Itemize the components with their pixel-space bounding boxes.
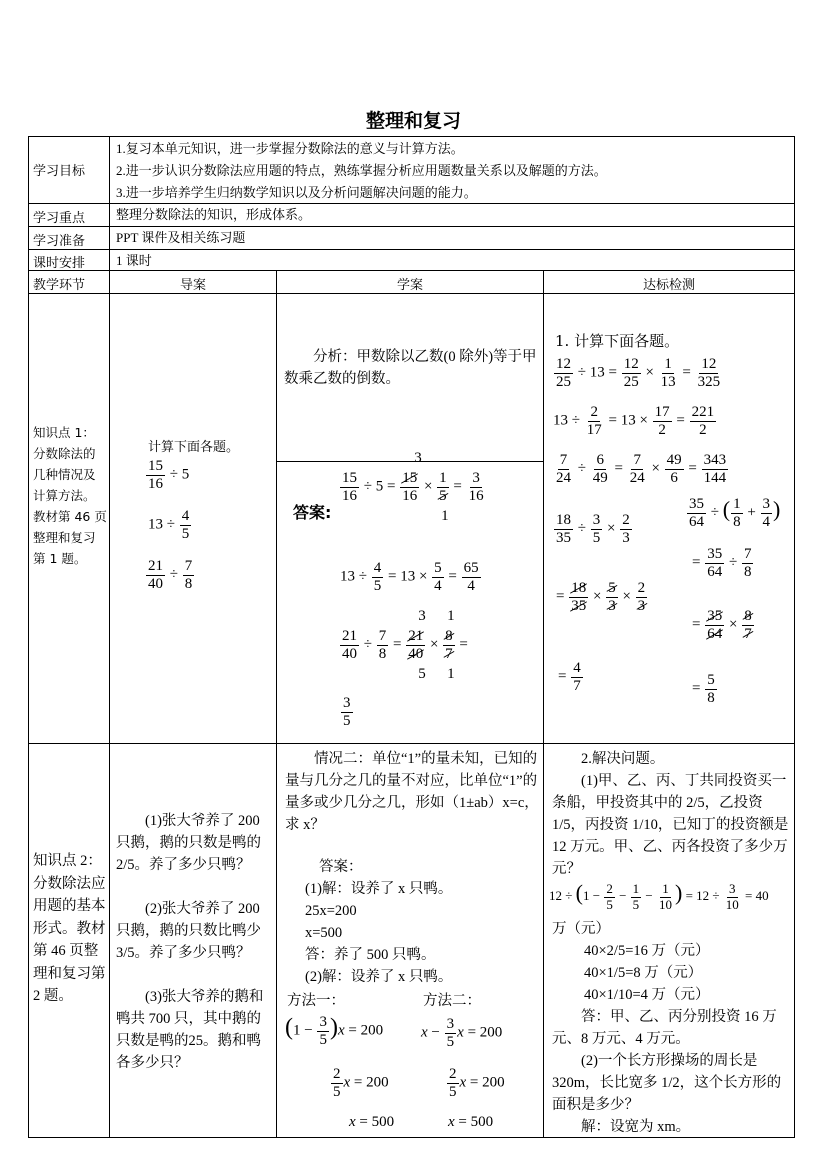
answer-3-result: $\frac{3}{5}$: [343, 695, 351, 729]
study-step-2: 25x=200: [305, 903, 357, 919]
guide-q2: (2)张大爷养了 200 只鹅，鹅的只数比鸭少 3/5。养了多少只鸭？: [116, 901, 261, 961]
study-step-5: (2)解：设养了 x 只鸭。: [305, 969, 453, 985]
section2-label: 知识点 2：分数除法应用题的基本形式。教材第 46 页整理和复习第 2 题。: [33, 853, 106, 1004]
answer-1: $\frac{15}{16}$ ÷ 5 = 3 15 16 × 1 5 1 = $\frac{3}{16}$: [342, 450, 484, 524]
col-header-guide: 导案: [179, 278, 206, 293]
goal-2: 2.进一步认识分数除法应用题的特点，熟练掌握分析应用题数量关系以及解题的方法。: [116, 163, 607, 178]
check2-steps: [552, 940, 792, 1006]
check-2: 13 ÷ $\frac{2}{17}$ = 13 × $\frac{17}{2}$ = $\frac{221}{2}$: [553, 404, 715, 438]
check-5-step2: = $\frac{35}{64}$ × $\frac{8}{7}$: [692, 608, 752, 642]
check2-q2: (2)一个长方形操场的周长是 320m，长比宽多 1/2，这个长方形的面积是多少？: [552, 1053, 782, 1113]
answer-label: 答案:: [293, 503, 332, 522]
check2-step-1: 40×2/5=16 万（元）: [584, 943, 710, 959]
section2-label-cell: [28, 743, 110, 1138]
study-step-3: x=500: [305, 925, 343, 941]
section1-check-title: 1. 计算下面各题。: [555, 332, 680, 350]
guide-q3: (3)张大爷养的鹅和鸭共 700 只，其中鹅的只数是鸭的25。鹅和鸭各多少只？: [116, 989, 264, 1071]
guide-problem-3: $\frac{21}{40}$ ÷ $\frac{7}{8}$: [148, 558, 193, 592]
method-1-eq3: x = 500: [349, 1114, 395, 1130]
prep-text: PPT 课件及相关练习题: [116, 230, 246, 245]
method-2-eq1: x − $\frac{3}{5}$ x = 200: [421, 1016, 503, 1050]
page-title: 整理和复习: [365, 110, 461, 132]
check-5-result: = $\frac{5}{8}$: [692, 672, 715, 706]
answer-2: 13 ÷ $\frac{4}{5}$ = 13 × $\frac{5}{4}$ = $\frac{65}{4}$: [340, 560, 479, 594]
method-2-eq2: $\frac{2}{5}$ x = 200: [449, 1066, 505, 1100]
check-4-result: = $\frac{4}{7}$: [558, 660, 581, 694]
method-2-eq3: x = 500: [448, 1114, 494, 1130]
check2-q1-eq: 12 ÷ (1 − $\frac{2}{5}$ − $\frac{1}{5}$ − $\frac{1}{10}$ ) = 12 ÷ $\frac{3}{10}$ = 40: [549, 880, 769, 912]
method-1-eq1: (1 − $\frac{3}{5}$ )x = 200: [285, 1014, 384, 1048]
answer-3: $\frac{21}{40}$ ÷ $\frac{7}{8}$ = 3 21 40 5 × 1 8 7 1 =: [342, 608, 468, 682]
col-header-stage: 教学环节: [33, 278, 86, 293]
focus-text: 整理分数除法的知识，形成体系。: [116, 207, 312, 222]
guide-problem-2: 13 ÷ $\frac{4}{5}$: [148, 508, 190, 542]
section1-analysis: 分析：甲数除以乙数(0 除外)等于甲数乘乙数的倒数。: [284, 349, 537, 387]
section1-guide-cell: [109, 293, 277, 744]
check2-answer: 答：甲、乙、丙分别投资 16 万元、8 万元、4 万元。: [552, 1009, 777, 1047]
method-2-label: 方法二：: [423, 993, 481, 1009]
study-step-1: (1)解：设养了 x 只鸭。: [305, 881, 453, 897]
study-step-4: 答：养了 500 只鸭。: [305, 947, 436, 963]
prep-label: 学习准备: [33, 234, 86, 249]
goal-3: 3.进一步培养学生归纳数学知识以及分析问题解决问题的能力。: [116, 185, 477, 200]
guide-problem-1: $\frac{15}{16}$ ÷ 5: [148, 458, 190, 492]
check-4: $\frac{18}{35}$ ÷ $\frac{3}{5}$ × $\frac{2}{3}$: [556, 512, 630, 546]
check2-q1: (1)甲、乙、丙、丁共同投资买一条船，甲投资其中的 2/5，乙投资 1/5，丙投资 1/10，已知丁的投资额是 12 万元。甲、乙、丙各投资了多少万元？: [552, 773, 789, 877]
goal-label: 学习目标: [33, 164, 86, 179]
focus-label: 学习重点: [33, 211, 86, 226]
col-header-study: 学案: [396, 278, 423, 293]
check2-title: 2.解决问题。: [581, 751, 665, 767]
check2-step-3: 40×1/10=4 万（元）: [584, 987, 710, 1003]
time-text: 1 课时: [116, 253, 152, 268]
method-1-label: 方法一：: [287, 993, 345, 1009]
method-1-eq2: $\frac{2}{5}$ x = 200: [333, 1066, 389, 1100]
section1-guide-title: 计算下面各题。: [148, 440, 240, 455]
time-label: 课时安排: [33, 256, 86, 271]
section1-label-cell: [28, 293, 110, 744]
guide-q1: (1)张大爷养了 200 只鹅，鹅的只数是鸭的 2/5。养了多少只鸭？: [116, 813, 261, 873]
goal-label-cell: [28, 136, 110, 204]
check-5: $\frac{35}{64}$ ÷ ( $\frac{1}{8}$ + $\frac{3}{4}$ ): [689, 496, 781, 530]
check-1: $\frac{12}{25}$ ÷ 13 = $\frac{12}{25}$ × $\frac{1}{13}$ = $\frac{12}{325}$: [556, 356, 721, 390]
section1-label: 知识点 1：分数除法的几种情况及计算方法。教材第 46 页整理和复习第 1 题。: [33, 425, 107, 566]
check2-unit: 万（元）: [552, 921, 610, 937]
check-4-step: = $\frac{18}{35}$ × $\frac{5}{3}$ × $\frac{2}{3}$: [556, 580, 646, 614]
goal-cell: [109, 136, 795, 204]
check-5-step: = $\frac{35}{64}$ ÷ $\frac{7}{8}$: [692, 546, 752, 580]
study-lines: [285, 856, 541, 988]
check2-q2-step: 解：设宽为 xm。: [581, 1119, 691, 1135]
col-header-check: 达标检测: [642, 278, 695, 293]
goal-1: 1.复习本单元知识，进一步掌握分数除法的意义与计算方法。: [116, 141, 464, 156]
study-answer: 答案：: [319, 859, 363, 875]
check-3: $\frac{7}{24}$ ÷ $\frac{6}{49}$ = $\frac{7}{24}$ × $\frac{49}{6}$ = $\frac{343}{144}$: [556, 452, 727, 486]
study-case2: 情况二：单位“1”的量未知，已知的量与几分之几的量不对应，比单位“1”的量多或少几分之几，形如（1±ab）x=c，求 x？: [285, 751, 539, 833]
check2-step-2: 40×1/5=8 万（元）: [584, 965, 703, 981]
